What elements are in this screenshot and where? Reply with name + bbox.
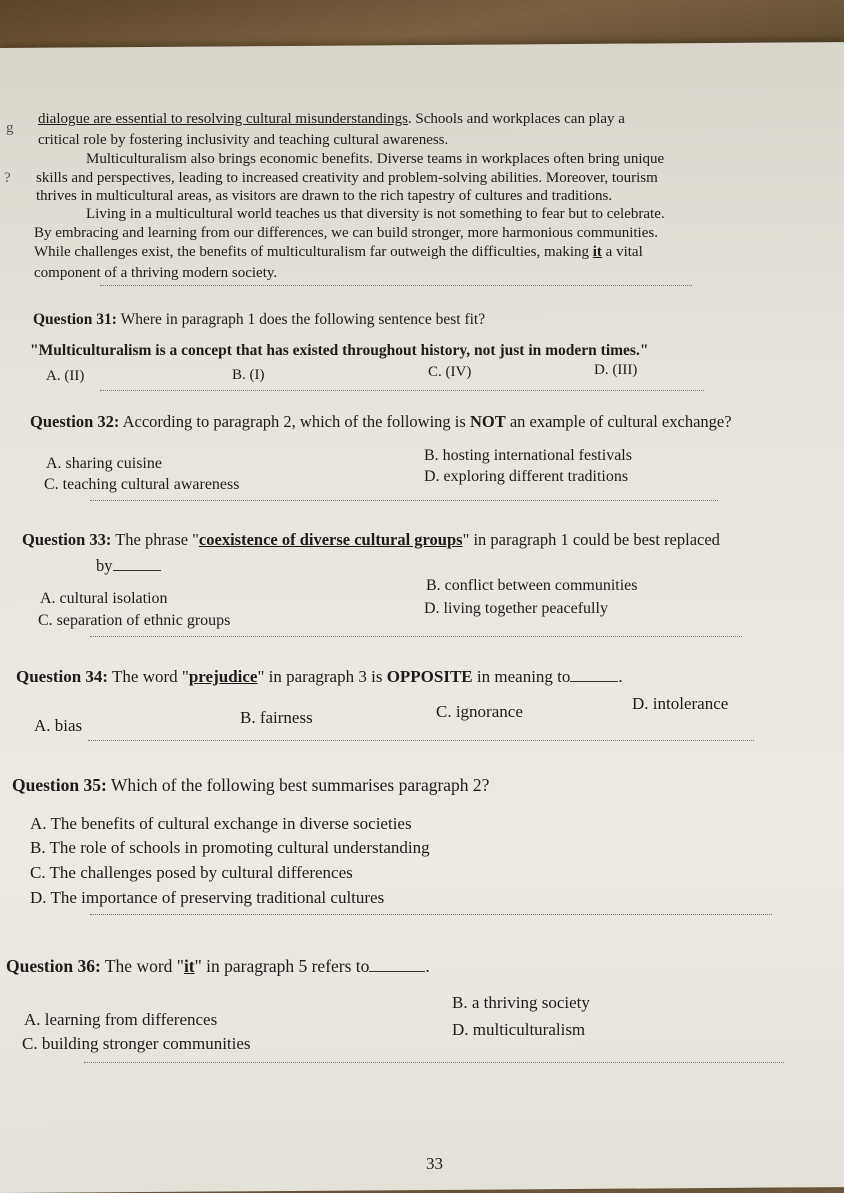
option-d[interactable]: D. intolerance (632, 694, 729, 713)
option-b[interactable]: B. a thriving society (452, 993, 590, 1012)
option-d[interactable]: D. exploring different traditions (424, 468, 629, 485)
divider (100, 285, 692, 286)
passage-line: thrives in multicultural areas, as visitors are drawn to the rich tapestry of cultures and traditions. (36, 188, 613, 204)
divider (88, 740, 754, 741)
answer-blank[interactable] (369, 960, 425, 972)
option-c[interactable]: C. (IV) (428, 364, 472, 380)
option-c[interactable]: C. separation of ethnic groups (38, 612, 231, 629)
question-text: Question 33: The phrase "coexistence of diverse cultural groups" in paragraph 1 could be best replaced (22, 530, 720, 549)
divider (90, 914, 772, 915)
question-text: Question 36: The word "it" in paragraph 5 refers to . (6, 956, 430, 976)
passage-line: skills and perspectives, leading to increased creativity and problem-solving abilities. Moreover, tourism (36, 170, 658, 186)
option-d[interactable]: D. multiculturalism (452, 1020, 586, 1039)
passage-line: Multiculturalism also brings economic benefits. Diverse teams in workplaces often bring unique (86, 151, 665, 167)
question-text-cont: by (96, 556, 161, 576)
question-text: Question 34: The word "prejudice" in paragraph 3 is OPPOSITE in meaning to . (16, 667, 623, 686)
question-text: Question 31: Where in paragraph 1 does the following sentence best fit? (33, 311, 486, 328)
option-b[interactable]: B. The role of schools in promoting cultural understanding (30, 838, 430, 857)
option-d[interactable]: D. (III) (594, 362, 638, 378)
passage-line: By embracing and learning from our differences, we can build stronger, more harmonious communities. (34, 225, 658, 241)
divider (84, 1062, 784, 1063)
option-a[interactable]: A. sharing cuisine (46, 455, 162, 472)
option-b[interactable]: B. (I) (232, 367, 265, 383)
option-c[interactable]: C. ignorance (436, 702, 523, 721)
option-a[interactable]: A. The benefits of cultural exchange in diverse societies (30, 814, 412, 833)
question-text: Question 35: Which of the following best summarises paragraph 2? (12, 775, 490, 795)
option-b[interactable]: B. conflict between communities (426, 577, 638, 594)
option-d[interactable]: D. living together peacefully (424, 600, 608, 617)
option-c[interactable]: C. teaching cultural awareness (44, 476, 240, 493)
option-d[interactable]: D. The importance of preserving traditional cultures (30, 888, 385, 907)
divider (90, 500, 718, 501)
option-a[interactable]: A. learning from differences (24, 1010, 218, 1029)
page-number: 33 (426, 1154, 443, 1173)
divider (100, 390, 704, 391)
question-quote: "Multiculturalism is a concept that has existed throughout history, not just in modern times." (30, 342, 649, 359)
margin-mark: g (6, 120, 14, 136)
question-text: Question 32: According to paragraph 2, which of the following is NOT an example of cultural exchange? (30, 412, 732, 431)
passage-line: Living in a multicultural world teaches us that diversity is not something to fear but to celebrate. (86, 206, 665, 222)
option-c[interactable]: C. building stronger communities (22, 1034, 251, 1053)
option-b[interactable]: B. hosting international festivals (424, 447, 632, 464)
option-a[interactable]: A. bias (34, 716, 83, 735)
passage-line: dialogue are essential to resolving cultural misunderstandings. Schools and workplaces can play a (38, 111, 625, 127)
answer-blank[interactable] (113, 559, 161, 571)
divider (90, 636, 742, 637)
option-a[interactable]: A. (II) (46, 368, 85, 384)
passage-line: critical role by fostering inclusivity and teaching cultural awareness. (38, 132, 449, 148)
margin-mark: ? (4, 170, 11, 186)
answer-blank[interactable] (570, 670, 618, 682)
option-b[interactable]: B. fairness (240, 708, 313, 727)
option-a[interactable]: A. cultural isolation (40, 590, 168, 607)
passage-line: component of a thriving modern society. (34, 265, 278, 281)
option-c[interactable]: C. The challenges posed by cultural differences (30, 863, 353, 882)
passage-line: While challenges exist, the benefits of multiculturalism far outweigh the difficulties, making it a vital (34, 244, 643, 260)
